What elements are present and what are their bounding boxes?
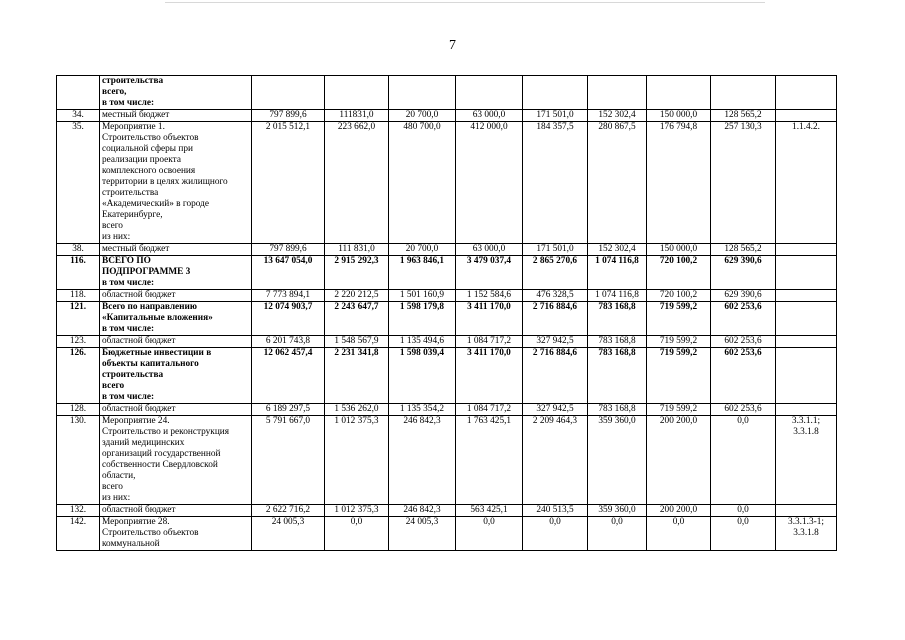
row-name-cell	[100, 348, 252, 404]
amount-cell: 171 501,0	[523, 110, 588, 122]
name-line: «Академический» в городе	[102, 199, 210, 209]
scan-top-edge	[165, 2, 765, 3]
target-ref-cell	[776, 302, 837, 336]
target-ref-cell	[776, 517, 837, 551]
amount-cell: 629 390,6	[711, 256, 776, 290]
amount-cell: 20 700,0	[389, 110, 456, 122]
row-number-cell	[57, 76, 100, 110]
name-line: строительства	[102, 370, 164, 380]
amount-cell: 240 513,5	[523, 505, 588, 517]
amount-cell: 359 360,0	[588, 505, 647, 517]
row-name-cell	[100, 505, 252, 517]
amount-cell: 246 842,3	[389, 505, 456, 517]
amount-cell: 1 074 116,8	[588, 256, 647, 290]
target-ref-cell	[776, 505, 837, 517]
target-ref-cell	[776, 76, 837, 110]
name-line: из них:	[102, 493, 131, 503]
amount-cell: 327 942,5	[523, 404, 588, 416]
name-line: областной бюджет	[102, 505, 176, 515]
row-name-cell	[100, 290, 252, 302]
target-ref-cell	[776, 416, 837, 505]
amount-cell: 152 302,4	[588, 110, 647, 122]
amount-cell: 602 253,6	[711, 348, 776, 404]
amount-cell: 783 168,8	[588, 404, 647, 416]
amount-cell: 327 942,5	[523, 336, 588, 348]
amount-cell: 797 899,6	[252, 110, 325, 122]
amount-cell: 150 000,0	[647, 244, 711, 256]
name-line: местный бюджет	[102, 110, 170, 120]
amount-cell: 6 201 743,8	[252, 336, 325, 348]
amount-cell: 2 209 464,3	[523, 416, 588, 505]
amount-cell: 200 200,0	[647, 505, 711, 517]
name-line: организаций государственной	[102, 449, 221, 459]
name-line: Строительство и реконструкция	[102, 427, 230, 437]
amount-cell: 111 831,0	[325, 244, 389, 256]
name-line: областной бюджет	[102, 404, 176, 414]
amount-cell: 2 220 212,5	[325, 290, 389, 302]
row-number-cell: 34.	[57, 110, 100, 122]
amount-cell: 1 963 846,1	[389, 256, 456, 290]
row-name-cell	[100, 122, 252, 244]
amount-cell: 1 012 375,3	[325, 505, 389, 517]
amount-cell: 171 501,0	[523, 244, 588, 256]
amount-cell: 602 253,6	[711, 302, 776, 336]
row-name-cell	[100, 336, 252, 348]
name-line: коммунальной	[102, 539, 160, 549]
ref-line: 3.3.1.8	[793, 528, 819, 538]
amount-cell: 602 253,6	[711, 336, 776, 348]
table-row	[57, 517, 837, 551]
name-line: областной бюджет	[102, 290, 176, 300]
amount-cell: 1 084 717,2	[456, 404, 523, 416]
amount-cell: 24 005,3	[389, 517, 456, 551]
name-line: Всего по направлению	[102, 302, 197, 312]
amount-cell: 1 135 354,2	[389, 404, 456, 416]
amount-cell: 719 599,2	[647, 336, 711, 348]
name-line: Строительство объектов	[102, 133, 199, 143]
amount-cell: 0,0	[647, 517, 711, 551]
row-number-cell: 38.	[57, 244, 100, 256]
name-line: зданий медицинских	[102, 438, 185, 448]
name-line: Строительство объектов	[102, 528, 199, 538]
target-ref-cell	[776, 348, 837, 404]
amount-cell: 1 536 262,0	[325, 404, 389, 416]
amount-cell: 797 899,6	[252, 244, 325, 256]
name-line: Мероприятие 1.	[102, 122, 165, 132]
amount-cell: 3 411 170,0	[456, 348, 523, 404]
amount-cell: 720 100,2	[647, 256, 711, 290]
name-line: Мероприятие 28.	[102, 517, 170, 527]
table-row	[57, 416, 837, 505]
amount-cell: 783 168,8	[588, 336, 647, 348]
amount-cell: 111831,0	[325, 110, 389, 122]
row-number-cell: 121.	[57, 302, 100, 336]
row-name-cell	[100, 517, 252, 551]
amount-cell: 13 647 054,0	[252, 256, 325, 290]
amount-cell: 0,0	[456, 517, 523, 551]
name-line: в том числе:	[102, 98, 155, 108]
amount-cell: 200 200,0	[647, 416, 711, 505]
amount-cell: 2 716 884,6	[523, 302, 588, 336]
amount-cell: 2 716 884,6	[523, 348, 588, 404]
row-name-cell	[100, 416, 252, 505]
row-number-cell: 142.	[57, 517, 100, 551]
name-line: Мероприятие 24.	[102, 416, 170, 426]
amount-cell	[456, 76, 523, 110]
table-row	[57, 302, 837, 336]
ref-line: 3.3.1.3-1;	[788, 517, 824, 527]
target-ref-cell	[776, 256, 837, 290]
ref-line: 3.3.1.8	[793, 427, 819, 437]
amount-cell: 359 360,0	[588, 416, 647, 505]
name-line: всего	[102, 221, 123, 231]
amount-cell: 1 084 717,2	[456, 336, 523, 348]
amount-cell: 0,0	[711, 505, 776, 517]
name-line: строительства	[102, 76, 164, 86]
row-number-cell: 118.	[57, 290, 100, 302]
amount-cell: 720 100,2	[647, 290, 711, 302]
amount-cell	[647, 76, 711, 110]
amount-cell: 783 168,8	[588, 348, 647, 404]
amount-cell: 128 565,2	[711, 244, 776, 256]
amount-cell: 480 700,0	[389, 122, 456, 244]
name-line: всего,	[102, 87, 127, 97]
row-name-cell	[100, 256, 252, 290]
amount-cell: 3 479 037,4	[456, 256, 523, 290]
row-number-cell: 130.	[57, 416, 100, 505]
amount-cell: 2 622 716,2	[252, 505, 325, 517]
name-line: области,	[102, 471, 136, 481]
name-line: областной бюджет	[102, 336, 176, 346]
row-number-cell: 126.	[57, 348, 100, 404]
amount-cell: 719 599,2	[647, 302, 711, 336]
amount-cell: 63 000,0	[456, 244, 523, 256]
amount-cell	[252, 76, 325, 110]
amount-cell: 1 763 425,1	[456, 416, 523, 505]
amount-cell: 0,0	[325, 517, 389, 551]
amount-cell: 412 000,0	[456, 122, 523, 244]
target-ref-cell	[776, 404, 837, 416]
table-row	[57, 404, 837, 416]
amount-cell: 152 302,4	[588, 244, 647, 256]
amount-cell: 176 794,8	[647, 122, 711, 244]
amount-cell: 24 005,3	[252, 517, 325, 551]
amount-cell: 1 074 116,8	[588, 290, 647, 302]
name-line: всего	[102, 381, 125, 391]
name-line: строительства	[102, 188, 159, 198]
amount-cell: 2 231 341,8	[325, 348, 389, 404]
name-line: собственности Свердловской	[102, 460, 218, 470]
budget-table	[56, 75, 837, 551]
name-line: объекты капитального	[102, 359, 199, 369]
table-row	[57, 290, 837, 302]
name-line: ПОДПРОГРАММЕ 3	[102, 267, 191, 277]
table-row	[57, 76, 837, 110]
row-name-cell	[100, 244, 252, 256]
name-line: территории в целях жилищного	[102, 177, 228, 187]
ref-line: 3.3.1.1;	[791, 416, 821, 426]
amount-cell: 719 599,2	[647, 348, 711, 404]
name-line: местный бюджет	[102, 244, 170, 254]
amount-cell: 1 501 160,9	[389, 290, 456, 302]
row-name-cell	[100, 76, 252, 110]
amount-cell: 563 425,1	[456, 505, 523, 517]
amount-cell: 1 012 375,3	[325, 416, 389, 505]
target-ref-cell	[776, 290, 837, 302]
name-line: в том числе:	[102, 278, 155, 288]
table-row	[57, 244, 837, 256]
amount-cell: 0,0	[523, 517, 588, 551]
row-name-cell	[100, 302, 252, 336]
amount-cell: 1 548 567,9	[325, 336, 389, 348]
amount-cell: 128 565,2	[711, 110, 776, 122]
amount-cell: 7 773 894,1	[252, 290, 325, 302]
amount-cell: 1 135 494,6	[389, 336, 456, 348]
amount-cell: 1 598 179,8	[389, 302, 456, 336]
name-line: Екатеринбурге,	[102, 210, 163, 220]
table-row	[57, 336, 837, 348]
amount-cell	[325, 76, 389, 110]
table-row	[57, 256, 837, 290]
amount-cell	[588, 76, 647, 110]
name-line: в том числе:	[102, 392, 155, 402]
amount-cell: 20 700,0	[389, 244, 456, 256]
table-body	[57, 76, 837, 551]
name-line: «Капитальные вложения»	[102, 313, 213, 323]
amount-cell: 12 074 903,7	[252, 302, 325, 336]
amount-cell: 2 015 512,1	[252, 122, 325, 244]
amount-cell: 257 130,3	[711, 122, 776, 244]
target-ref-cell	[776, 122, 837, 244]
row-number-cell: 35.	[57, 122, 100, 244]
amount-cell: 12 062 457,4	[252, 348, 325, 404]
amount-cell: 783 168,8	[588, 302, 647, 336]
table-row	[57, 505, 837, 517]
amount-cell	[523, 76, 588, 110]
name-line: всего	[102, 482, 123, 492]
row-number-cell: 123.	[57, 336, 100, 348]
row-number-cell: 128.	[57, 404, 100, 416]
amount-cell: 2 915 292,3	[325, 256, 389, 290]
target-ref-cell	[776, 336, 837, 348]
page-number: 7	[449, 38, 456, 53]
ref-line: 1.1.4.2.	[792, 122, 820, 132]
amount-cell: 719 599,2	[647, 404, 711, 416]
target-ref-cell	[776, 244, 837, 256]
amount-cell: 602 253,6	[711, 404, 776, 416]
amount-cell: 5 791 667,0	[252, 416, 325, 505]
amount-cell: 629 390,6	[711, 290, 776, 302]
amount-cell: 2 865 270,6	[523, 256, 588, 290]
amount-cell: 63 000,0	[456, 110, 523, 122]
amount-cell: 1 152 584,6	[456, 290, 523, 302]
amount-cell: 0,0	[588, 517, 647, 551]
amount-cell: 280 867,5	[588, 122, 647, 244]
name-line: из них:	[102, 232, 131, 242]
amount-cell: 223 662,0	[325, 122, 389, 244]
table-row	[57, 110, 837, 122]
row-name-cell	[100, 404, 252, 416]
amount-cell: 0,0	[711, 517, 776, 551]
amount-cell: 3 411 170,0	[456, 302, 523, 336]
amount-cell: 0,0	[711, 416, 776, 505]
target-ref-cell	[776, 110, 837, 122]
name-line: реализации проекта	[102, 155, 181, 165]
row-number-cell: 132.	[57, 505, 100, 517]
row-number-cell: 116.	[57, 256, 100, 290]
name-line: в том числе:	[102, 324, 155, 334]
amount-cell: 6 189 297,5	[252, 404, 325, 416]
amount-cell: 184 357,5	[523, 122, 588, 244]
amount-cell: 1 598 039,4	[389, 348, 456, 404]
amount-cell: 246 842,3	[389, 416, 456, 505]
table-row	[57, 122, 837, 244]
amount-cell	[389, 76, 456, 110]
name-line: Бюджетные инвестиции в	[102, 348, 212, 358]
name-line: ВСЕГО ПО	[102, 256, 151, 266]
table-row	[57, 348, 837, 404]
amount-cell: 2 243 647,7	[325, 302, 389, 336]
row-name-cell	[100, 110, 252, 122]
amount-cell	[711, 76, 776, 110]
amount-cell: 150 000,0	[647, 110, 711, 122]
amount-cell: 476 328,5	[523, 290, 588, 302]
name-line: комплексного освоения	[102, 166, 196, 176]
name-line: социальной сферы при	[102, 144, 193, 154]
